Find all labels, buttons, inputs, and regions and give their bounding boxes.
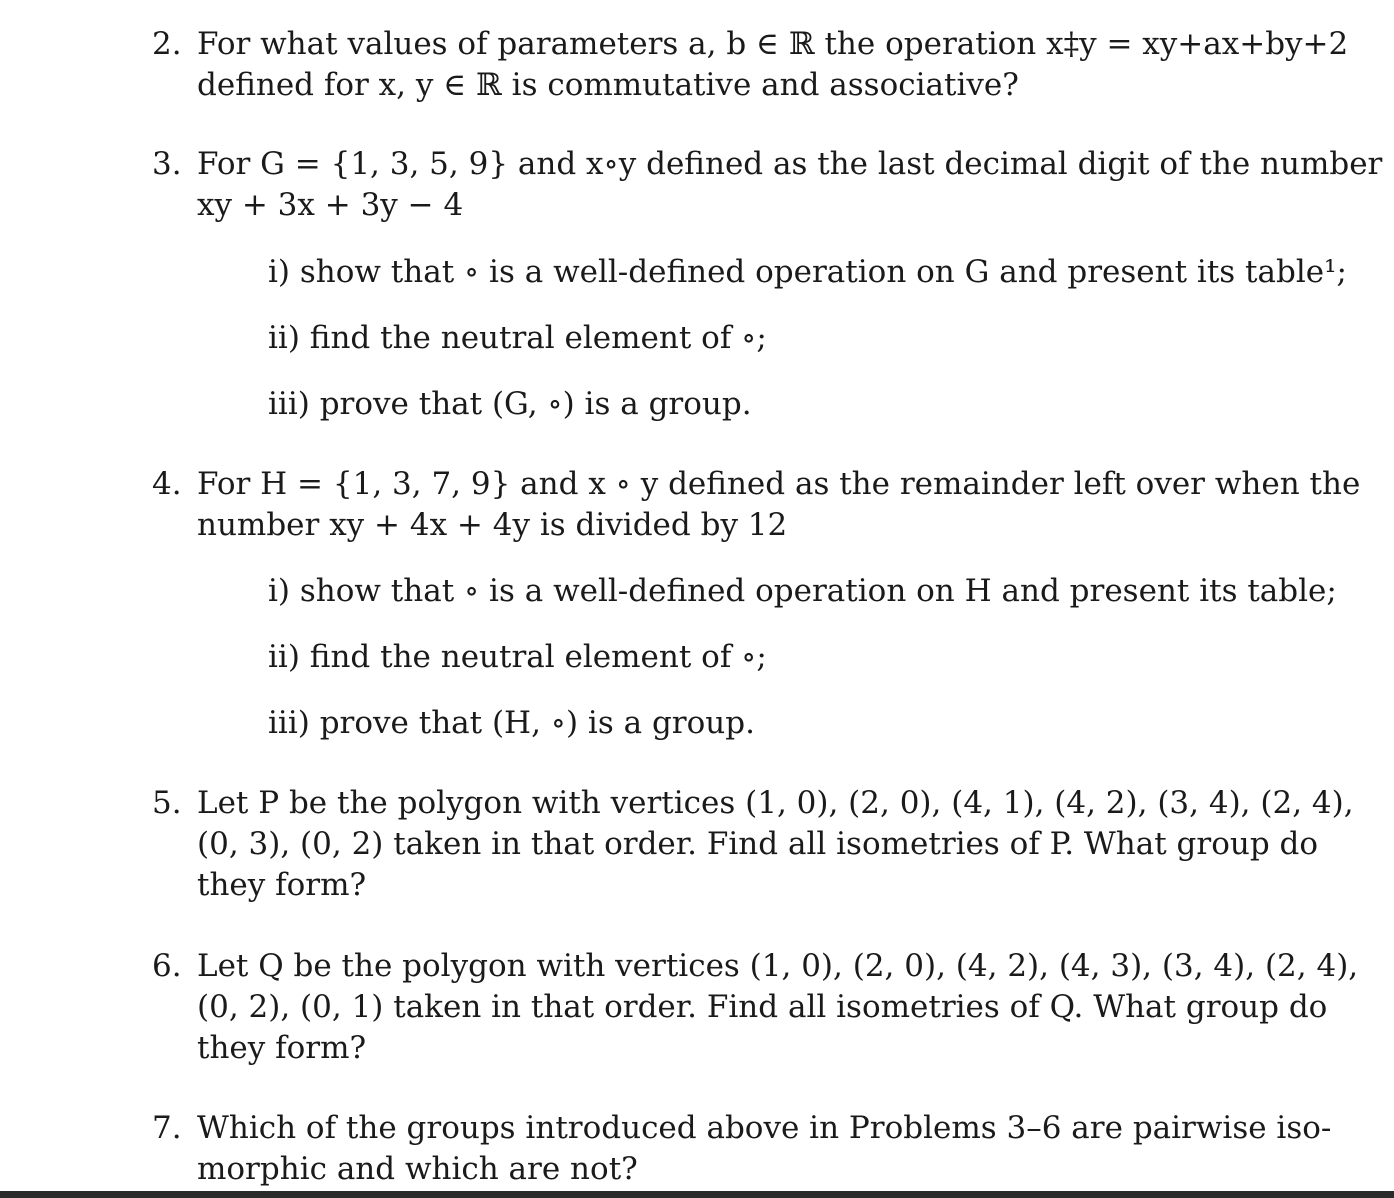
problem-3 [152,144,1383,226]
text-line: Let Q be the polygon with vertices (1, 0), (2, 0), (4, 2), (4, 3), (3, 4), (2, 4), [197,948,1359,984]
text-line: For what values of parameters a, b ∈ ℝ the operation x‡y = xy+ax+by+2 [197,26,1349,62]
problem-3-part-i: i) show that ∘ is a well-defined operation on G and present its table¹; [268,254,1347,290]
text-line: number xy + 4x + 4y is divided by 12 [197,507,788,543]
problem-text [197,783,1354,906]
problem-number: 5. [152,785,182,821]
problem-4-part-ii: ii) find the neutral element of ∘; [268,639,767,675]
bottom-divider [0,1191,1394,1198]
problem-4 [152,464,1361,546]
text-line: For H = {1, 3, 7, 9} and x ∘ y defined as the remainder left over when the [197,466,1361,502]
problem-number: 2. [152,26,182,62]
text-line: (0, 2), (0, 1) taken in that order. Find all isometries of Q. What group do [197,989,1328,1025]
problem-text [197,24,1349,106]
problem-7 [152,1108,1332,1190]
text-line: Let P be the polygon with vertices (1, 0), (2, 0), (4, 1), (4, 2), (3, 4), (2, 4), [197,785,1354,821]
problem-text [197,464,1361,546]
problem-2 [152,24,1349,106]
problem-text [197,144,1383,226]
problem-number: 6. [152,948,182,984]
text-line: (0, 3), (0, 2) taken in that order. Find all isometries of P. What group do [197,826,1319,862]
problem-3-part-ii: ii) find the neutral element of ∘; [268,320,767,356]
text-line: they form? [197,867,367,903]
text-line: For G = {1, 3, 5, 9} and x∘y defined as the last decimal digit of the number [197,146,1383,182]
text-line: morphic and which are not? [197,1151,638,1187]
text-line: they form? [197,1030,367,1066]
problem-5 [152,783,1354,906]
problem-3-part-iii: iii) prove that (G, ∘) is a group. [268,386,752,422]
problem-text [197,946,1359,1069]
problem-4-part-i: i) show that ∘ is a well-defined operation on H and present its table; [268,573,1337,609]
problem-number: 3. [152,146,182,182]
problem-6 [152,946,1359,1069]
text-line: Which of the groups introduced above in Problems 3–6 are pairwise iso- [197,1110,1332,1146]
problem-number: 4. [152,466,182,502]
problem-text [197,1108,1332,1190]
text-line: xy + 3x + 3y − 4 [197,187,464,223]
text-line: defined for x, y ∈ ℝ is commutative and associative? [197,67,1019,103]
problem-4-part-iii: iii) prove that (H, ∘) is a group. [268,705,755,741]
problem-number: 7. [152,1110,182,1146]
